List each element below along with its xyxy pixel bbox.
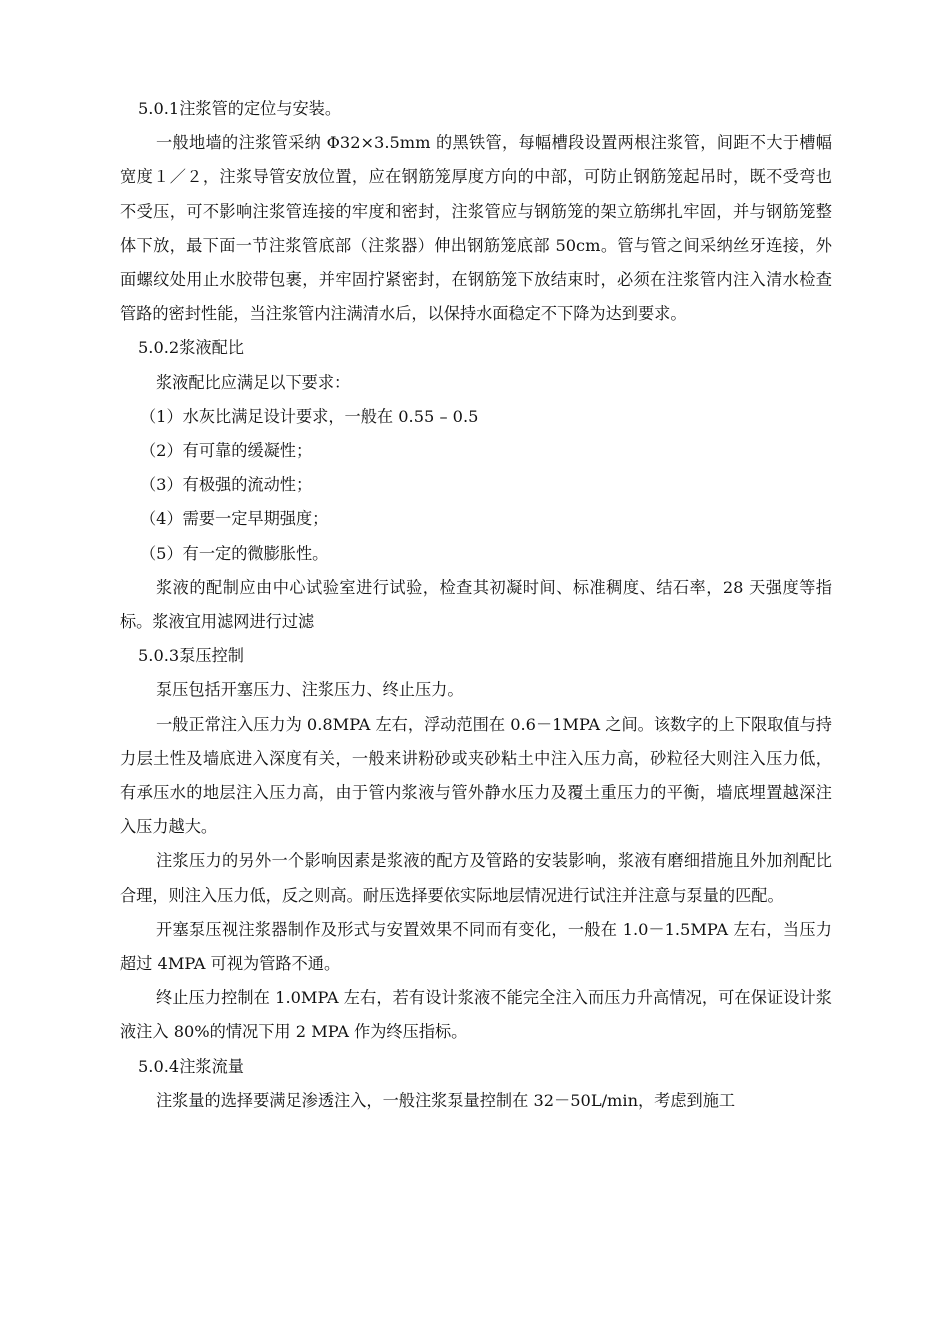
section-heading-5-0-3: 5.0.3泵压控制 — [138, 646, 244, 666]
paragraph-pressure-factors: 注浆压力的另外一个影响因素是浆液的配方及管路的安装影响，浆液有磨细措施且外加剂配比合理，则注入压力低，反之则高。耐压选择要依实际地层情况进行试注并注意与泵量的匹配。 — [120, 851, 832, 905]
paragraph-grout-pipe-installation: 一般地墙的注浆管采纳 Φ32×3.5mm 的黑铁管，每幅槽段设置两根注浆管，间距不大于槽幅宽度１／２，注浆导管安放位置，应在钢筋笼厚度方向的中部，可防止钢筋笼起吊时，既不受弯也不受压，可不影响注浆管连接的牢度和密封，注浆管应与钢筋笼的架立筋绑扎牢固，并与钢筋笼整体下放，最下面一节注浆管底部（注浆器）伸出钢筋笼底部 50cm。管与管之间采纳丝牙连接，外面螺纹处用止水胶带包裹，并牢固拧紧密封，在钢筋笼下放结束时，必须在注浆管内注入清水检查管路的密封性能，当注浆管内注满清水后，以保持水面稳定不下降为达到要求。 — [120, 133, 832, 324]
list-item-5: （5）有一定的微膨胀性。 — [140, 543, 329, 563]
document-body — [120, 92, 832, 1118]
list-item-3: （3）有极强的流动性； — [140, 475, 313, 495]
paragraph-mix-requirements-intro: 浆液配比应满足以下要求： — [156, 372, 351, 392]
paragraph-termination-pressure: 终止压力控制在 1.0MPA 左右，若有设计浆液不能完全注入而压力升高情况，可在保证设计浆液注入 80%的情况下用 2 MPA 作为终压指标。 — [120, 988, 832, 1042]
section-heading-5-0-2: 5.0.2浆液配比 — [138, 338, 244, 358]
paragraph-pump-pressure-types: 泵压包括开塞压力、注浆压力、终止压力。 — [156, 680, 464, 700]
paragraph-opening-pressure: 开塞泵压视注浆器制作及形式与安置效果不同而有变化，一般在 1.0－1.5MPA 左右，当压力超过 4MPA 可视为管路不通。 — [120, 919, 832, 974]
paragraph-slurry-testing: 浆液的配制应由中心试验室进行试验，检查其初凝时间、标准稠度、结石率，28 天强度等指标。浆液宜用滤网进行过滤 — [120, 577, 832, 632]
section-heading-5-0-4: 5.0.4注浆流量 — [138, 1056, 244, 1076]
paragraph-grout-flow: 注浆量的选择要满足渗透注入，一般注浆泵量控制在 32－50L/min，考虑到施工 — [156, 1090, 736, 1110]
section-heading-5-0-1: 5.0.1注浆管的定位与安装。 — [138, 99, 342, 118]
list-item-2: （2）有可靠的缓凝性； — [140, 441, 313, 461]
list-item-4: （4）需要一定早期强度； — [140, 509, 329, 529]
paragraph-normal-injection-pressure: 一般正常注入压力为 0.8MPA 左右，浮动范围在 0.6－1MPA 之间。该数字的上下限取值与持力层土性及墙底进入深度有关，一般来讲粉砂或夹砂粘土中注入压力高，砂粒径大则注入压力低，有承压水的地层注入压力高，由于管内浆液与管外静水压力及覆土重压力的平衡，墙底埋置越深注入压力越大。 — [120, 714, 832, 837]
list-item-1: （1）水灰比满足设计要求，一般在 0.55 – 0.5 — [140, 406, 479, 426]
